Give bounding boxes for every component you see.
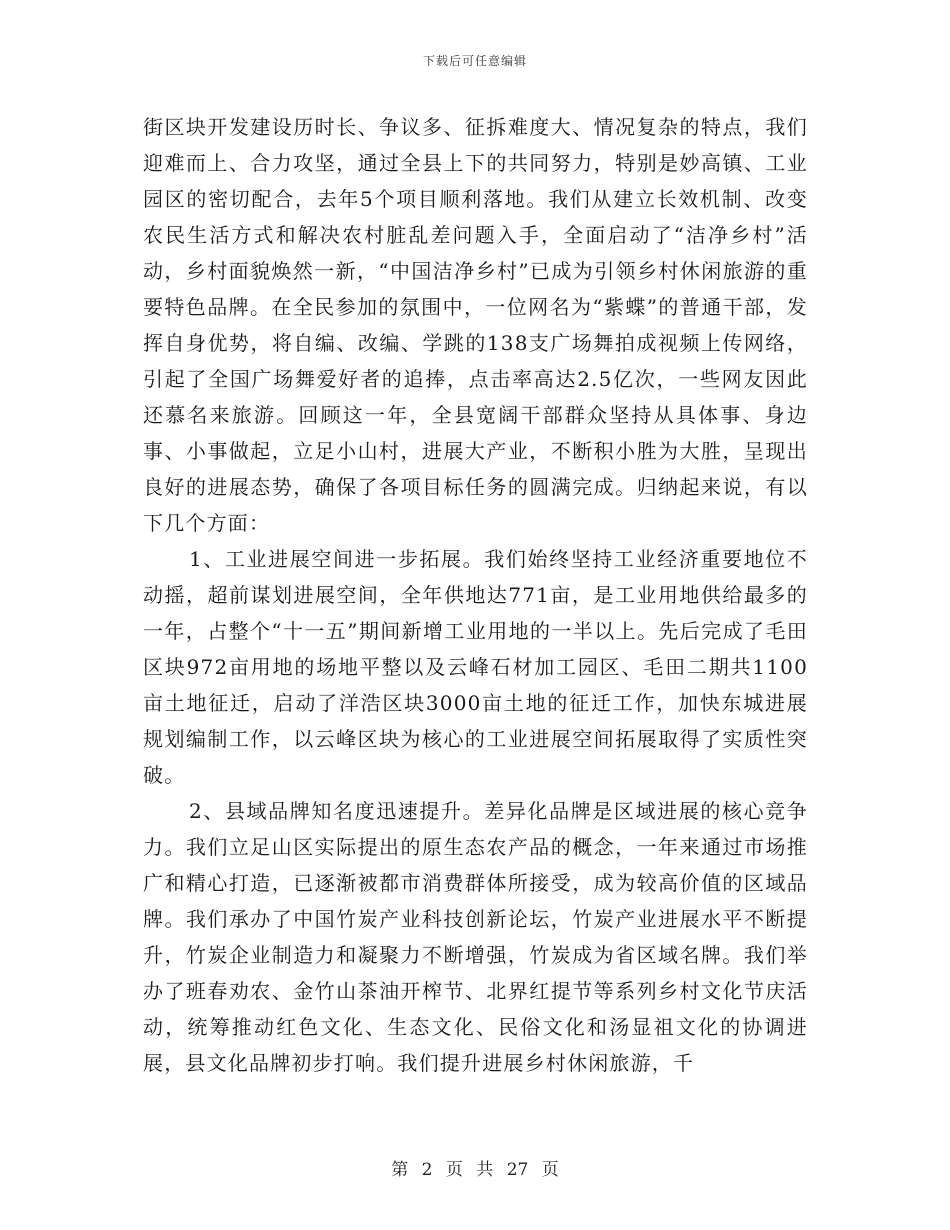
paragraph-county-brand: 2、县域品牌知名度迅速提升。差异化品牌是区域进展的核心竞争力。我们立足山区实际提出的原生态农产品的概念，一年来通过市场推广和精心打造，已逐渐被都市消费群体所接受，成为较高价值的区域品牌。我们承办了中国竹炭产业科技创新论坛，竹炭产业进展水平不断提升，竹炭企业制造力和凝聚力不断增强，竹炭成为省区域名牌。我们举办了班春劝农、金竹山茶油开榨节、北界红提节等系列乡村文化节庆活动，统筹推动红色文化、生态文化、民俗文化和汤显祖文化的协调进展，县文化品牌初步打响。我们提升进展乡村休闲旅游，千 [143, 799, 808, 1075]
page-header-note: 下载后可任意编辑 [422, 54, 527, 68]
paragraph-industrial-space: 1、工业进展空间进一步拓展。我们始终坚持工业经济重要地位不动摇，超前谋划进展空间，全年供地达771亩，是工业用地供给最多的一年，占整个“十一五”期间新增工业用地的一半以上。先后完成了毛田区块972亩用地的场地平整以及云峰石材加工园区、毛田二期共1100亩土地征迁，启动了洋浩区块3000亩土地的征迁工作，加快东城进展规划编制工作，以云峰区块为核心的工业进展空间拓展取得了实质性突破。 [143, 547, 808, 787]
document-body [143, 109, 808, 1081]
paragraph-continued: 街区块开发建设历时长、争议多、征拆难度大、情况复杂的特点，我们迎难而上、合力攻坚，通过全县上下的共同努力，特别是妙高镇、工业园区的密切配合，去年5个项目顺利落地。我们从建立长效机制、改变农民生活方式和解决农村脏乱差问题入手，全面启动了“洁净乡村”活动，乡村面貌焕然一新，“中国洁净乡村”已成为引领乡村休闲旅游的重要特色品牌。在全民参加的氛围中，一位网名为“紫蝶”的普通干部，发挥自身优势，将自编、改编、学跳的138支广场舞拍成视频上传网络，引起了全国广场舞爱好者的追捧，点击率高达2.5亿次，一些网友因此还慕名来旅游。回顾这一年，全县宽阔干部群众坚持从具体事、身边事、小事做起，立足小山村，进展大产业，不断积小胜为大胜，呈现出良好的进展态势，确保了各项目标任务的圆满完成。归纳起来说，有以下几个方面： [143, 115, 808, 535]
page-number-footer: 第 2 页 共 27 页 [391, 1160, 559, 1180]
